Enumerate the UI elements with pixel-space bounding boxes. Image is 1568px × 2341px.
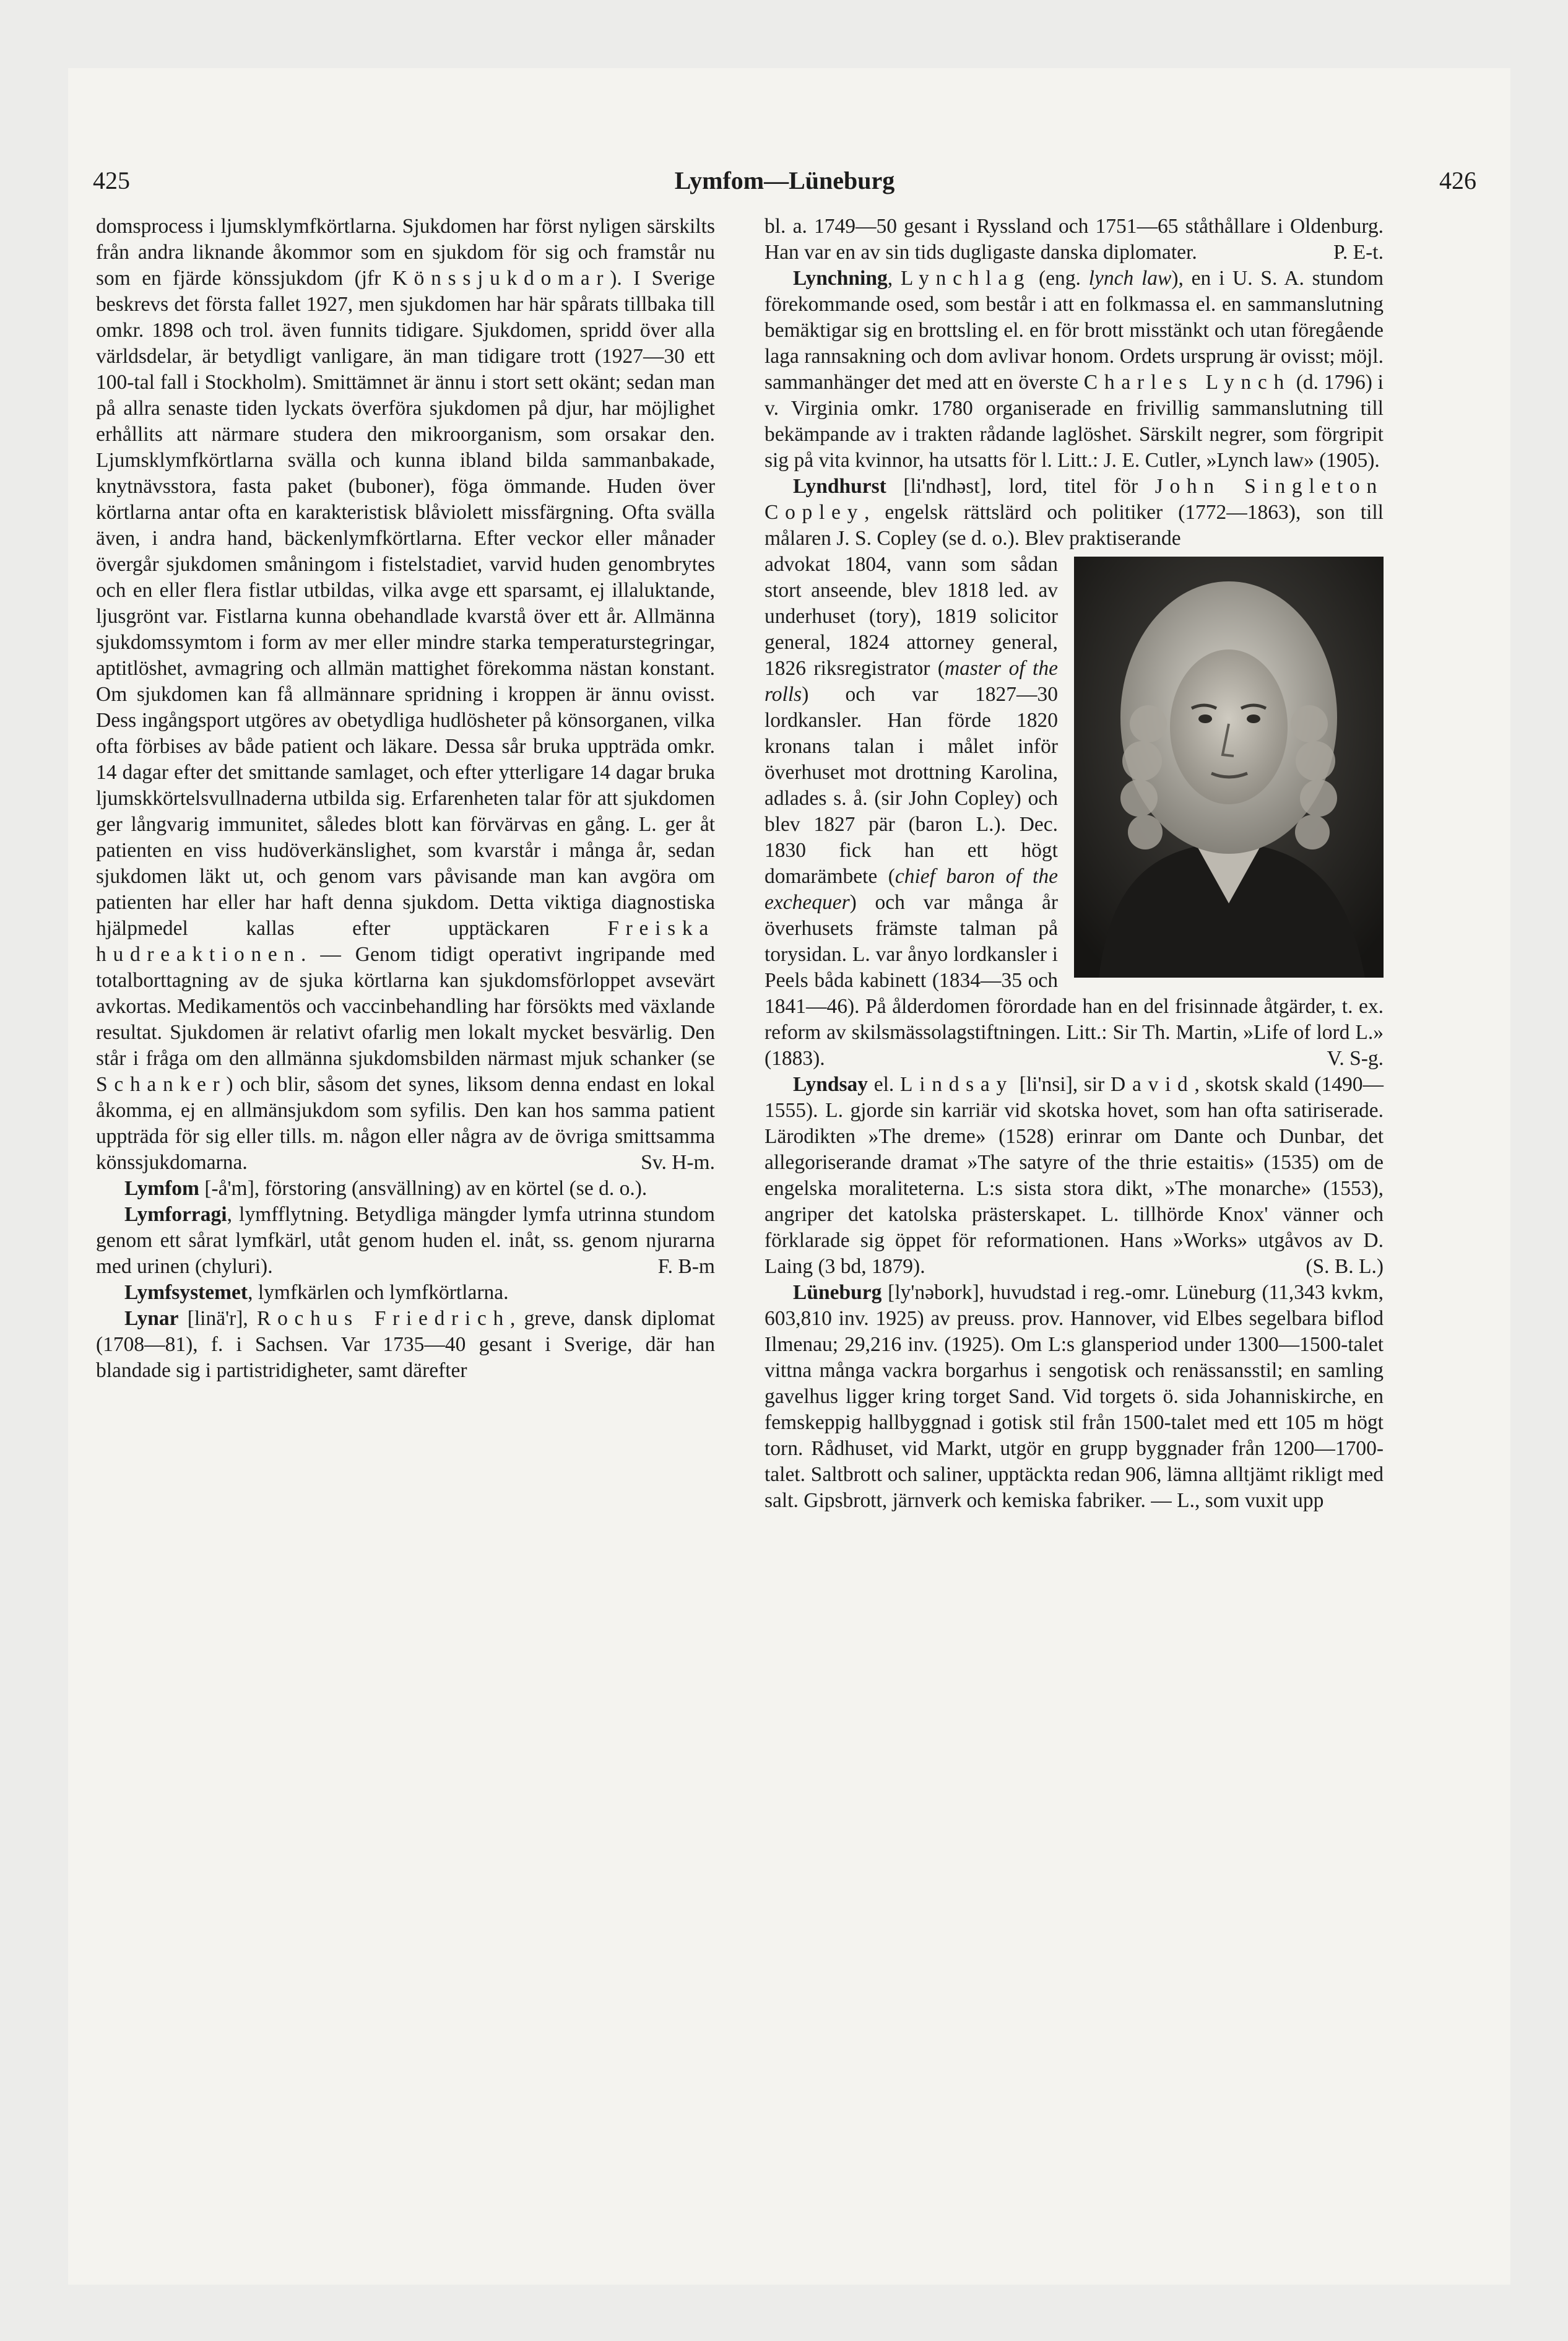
portrait-lyndhurst	[1074, 557, 1384, 978]
entry-lynar: Lynar [linä'r], Rochus Friedrich, greve, dansk diplomat (1708—81), f. i Sachsen. Var 1735—40 gesant i Sverige, där han blandade sig i partistridigheter, samt därefter	[96, 1307, 715, 1382]
entry-lymfsystemet: Lymfsystemet, lymfkärlen och lymfkörtlarna.	[124, 1281, 509, 1304]
portrait-image	[1074, 557, 1384, 978]
signature: Sv. H-m.	[641, 1151, 715, 1174]
signature: P. E-t.	[1333, 241, 1384, 264]
entry-lymfogranulom-continued: domsprocess i ljumsklymfkörtlarna. Sjukdomen har först nyligen särskilts från andra liknande åkommor som en sjukdom för sig och framstår nu som en fjärde könssjukdom (jfr Könssjukdomar). I Sverige beskrevs det första fallet 1927, men sjukdomen har här spårats tillbaka till omkr. 1898 och trol. även funnits tidigare. Sjukdomen, spridd över alla världsdelar, är betydligt vanligare, än man tidigare trott (1927—30 ett 100-tal fall i Stockholm). Smittämnet är ännu i stort sett okänt; sedan man på allra senaste tiden lyckats överföra sjukdomen på djur, har möjlighet erhållits att närmare studera den mikroorganism, som orsakar den. Ljumsklymfkörtlarna svälla och kunna ibland bilda sammanbakade, knytnävsstora, fasta paket (buboner), föga ömmande. Huden över körtlarna antar ofta en karakteristisk blåviolett missfärgning. Ofta svälla även, i andra hand, bäckenlymfkörtlarna. Efter veckor eller månader övergår sjukdomen småningom i fistelstadiet, varvid huden genombrytes och en eller flera fistlar utbildas, vilka avge ett sparsamt, ej illaluktande, ljusgrönt var. Fistlarna kunna obehandlade kvarstå över ett år. Allmänna sjukdomssymtom i form av mer eller mindre starka temperaturstegringar, aptitlöshet, avmagring och allmän mattighet förekomma nästan konstant. Om sjukdomen kan få allmännare spridning i kroppen är ännu ovisst. Dess ingångsport utgöres av obetydliga hudlösheter på könsorganen, vilka ofta förbises av både patient och läkare. Dessa sår bruka uppträda omkr. 14 dagar efter det smittande samlaget, och efter ytterligare 14 dagar bruka ljumskkörtelsvullnaderna utbilda sig. Erfarenheten talar för att sjukdomen ger långvarig immunitet, således blott kan förvärvas en gång. L. ger åt patienten en viss hudöverkänslighet, som kvarstår i många år, sedan sjukdomen läkt ut, och genom vars påvisande man kan avgöra om patienten har eller har haft denna sjukdom. Detta viktiga diagnostiska hjälpmedel kallas efter upptäckaren Freiska hudreaktionen. — Genom tidigt operativt ingripande med totalborttagning av de sjuka körtlarna kan sjukdomsförloppet avsevärt avkortas. Medikamentös och vaccinbehandling har försökts med växlande resultat. Sjukdomen är relativt ofarlig men lokalt mycket besvärlig. Den står i fråga om den allmänna sjukdomsbilden närmast mjuk schanker (se Schanker) och blir, såsom det synes, liksom denna endast en lokal åkomma, ej en allmänsjukdom som syfilis. Den kan hos samma patient uppträda för sig eller tills. m. någon eller några av de övriga smittsamma könssjukdomarna. Sv. H-m.	[96, 214, 715, 1176]
signature: V. S-g.	[1327, 1047, 1384, 1070]
entry-lyndhurst: Lyndhurst [li'ndhəst], lord, titel för John Singleton Copley, engelsk rättslärd och politiker (1772—1863), son till målaren J. S. Copley (se d. o.). Blev praktiserande advokat 1804, vann som sådan stort anseende, blev 1818 led. av underhuset (tory), 1819 solicitor general, 1824 attorney general, 1826 riksregistrator (master of the rolls) och var 1827—30 lordkansler. Han förde 1820 kronans talan i målet inför överhuset mot drottning Karolina, adlades s. å. (sir John Copley) och blev 1827 pär (baron L.). Dec. 1830 fick han ett högt domarämbete (chief baron of the exchequer) och var många år överhusets främste talman på torysidan. L. var ånyo lordkansler i Peels båda kabinett (1834—35 och 1841—46). På ålderdomen förordade han en del frisinnade åtgärder, t. ex. reform av skilsmässolagstiftningen. Litt.: Sir Th. Martin, »Life of lord L.» (1883). V. S-g.	[765, 474, 1384, 1072]
running-header	[93, 162, 1476, 199]
signature: F. B-m	[657, 1255, 715, 1278]
page-number-right: 426	[1439, 167, 1476, 194]
entry-lynchning: Lynchning, Lynchlag (eng. lynch law), en i U. S. A. stundom förekommande osed, som består i att en folkmassa el. en sammanslutning bemäktigar sig en brottsling el. en för brott misstänkt och utan föregående laga rannsakning och dom avlivar honom. Ordets ursprung är ovisst; möjl. sammanhänger det med att en överste Charles Lynch (d. 1796) i v. Virginia omkr. 1780 organiserade en frivillig sammanslutning till bekämpande av i trakten rådande laglöshet. Särskilt negrer, som förgripit sig på vita kvinnor, ha utsatts för l. Litt.: J. E. Cutler, »Lynch law» (1905).	[765, 267, 1384, 472]
entry-lyndsay: Lyndsay el. Lindsay [li'nsi], sir David, skotsk skald (1490—1555). L. gjorde sin karriär vid skotska hovet, som han ofta satiriserade. Lärodikten »The dreme» (1528) erinrar om Dante och Dunbar, det allegoriserande dramat »The satyre of the thrie estaitis» (1535) om de engelska moraliteterna. L:s sista stora dikt, »The monarche» (1553), angriper det katolska prästerskapet. L. tillhörde Knox' vänner och förklarade sig öppet för reformationen. Hans »Works» utgåvos av D. Laing (3 bd, 1879). (S. B. L.)	[765, 1072, 1384, 1280]
signature: (S. B. L.)	[1306, 1255, 1384, 1278]
left-column	[96, 214, 715, 1384]
right-column	[765, 214, 1384, 1514]
entry-luneburg: Lüneburg [ly'nəbork], huvudstad i reg.-omr. Lüneburg (11,343 kvkm, 603,810 inv. 1925) av preuss. prov. Hannover, vid Elbes segelbara biflod Ilmenau; 29,216 inv. (1925). Om L:s glansperiod under 1300—1500-talet vittna många vackra borgarhus i sengotisk och renässansstil; en samling gavelhus ligger kring torget Sand. Vid torgets ö. sida Johanniskirche, en femskeppig hallbyggnad i gotisk stil från 1500-talet med ett 105 m högt torn. Rådhuset, vid Markt, utgör en grupp byggnader från 1200—1700-talet. Saltbrott och saliner, upptäckta redan 906, lämna alltjämt rikligt med salt. Gipsbrott, järnverk och kemiska fabriker. — L., som vuxit upp	[765, 1281, 1384, 1512]
entry-lymfom: Lymfom [-å'm], förstoring (ansvällning) av en körtel (se d. o.).	[124, 1177, 648, 1200]
entry-lynar-continued: bl. a. 1749—50 gesant i Ryssland och 1751—65 ståthållare i Oldenburg. Han var en av sin tids dugligaste danska diplomater. P. E-t.	[765, 214, 1384, 266]
page-number-left: 425	[93, 167, 130, 194]
running-title: Lymfom—Lüneburg	[674, 167, 895, 194]
entry-lymforragi: Lymforragi, lymfflytning. Betydliga mängder lymfa utrinna stundom genom ett sårat lymfkärl, utåt genom huden el. inåt, ss. genom njurarna med urinen (chyluri). F. B-m	[96, 1202, 715, 1280]
